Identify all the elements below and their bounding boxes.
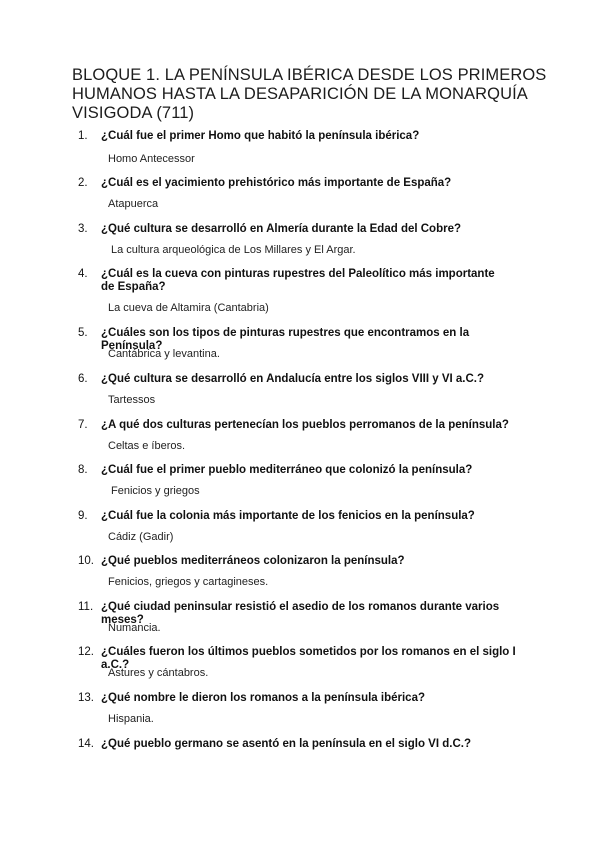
question-text: ¿Cuál es el yacimiento prehistórico más importante de España? (101, 177, 452, 189)
question-text: ¿Cuáles son los tipos de pinturas rupestres que encontramos en la Península? (101, 327, 470, 352)
question-text: ¿Qué cultura se desarrolló en Andalucía entre los siglos VIII y VI a.C.? (101, 373, 485, 385)
answer-text: Tartessos (108, 394, 156, 406)
question-number: 1. (78, 130, 88, 142)
question-number: 7. (78, 419, 88, 431)
answer-text: Celtas e íberos. (108, 440, 186, 452)
document-title: BLOQUE 1. LA PENÍNSULA IBÉRICA DESDE LOS PRIMEROS HUMANOS HASTA LA DESAPARICIÓN DE LA MONARQUÍA VISIGODA (711) (72, 66, 547, 122)
answer-text: Atapuerca (108, 198, 159, 210)
question-text: ¿Cuál fue el primer pueblo mediterráneo que colonizó la península? (101, 464, 473, 476)
question-text: ¿Qué ciudad peninsular resistió el asedio de los romanos durante varios meses? (101, 601, 500, 626)
answer-text: Numancia. (108, 622, 161, 634)
question-number: 5. (78, 327, 88, 339)
answer-text: Cádiz (Gadir) (108, 531, 174, 543)
question-text: ¿Cuál fue la colonia más importante de los fenicios en la península? (101, 510, 475, 522)
question-number: 13. (78, 692, 94, 704)
question-number: 12. (78, 646, 94, 658)
question-text: ¿Cuál es la cueva con pinturas rupestres del Paleolítico más importante de España? (101, 268, 495, 293)
answer-text: Hispania. (108, 713, 154, 725)
question-number: 10. (78, 555, 94, 567)
question-text: ¿Cuáles fueron los últimos pueblos sometidos por los romanos en el siglo I a.C.? (101, 646, 516, 671)
question-text: ¿Qué nombre le dieron los romanos a la península ibérica? (101, 692, 425, 704)
question-text: ¿Qué cultura se desarrolló en Almería durante la Edad del Cobre? (101, 223, 461, 235)
question-number: 9. (78, 510, 88, 522)
answer-text: La cueva de Altamira (Cantabria) (108, 302, 269, 314)
answer-text: Astures y cántabros. (108, 667, 209, 679)
question-text: ¿Qué pueblo germano se asentó en la península en el siglo VI d.C.? (101, 738, 471, 750)
question-number: 6. (78, 373, 88, 385)
question-number: 3. (78, 223, 88, 235)
question-text: ¿Cuál fue el primer Homo que habitó la península ibérica? (101, 130, 420, 142)
question-text: ¿Qué pueblos mediterráneos colonizaron la península? (101, 555, 405, 567)
question-number: 4. (78, 268, 88, 280)
answer-text: Homo Antecessor (108, 153, 195, 165)
answer-text: Fenicios y griegos (111, 485, 200, 497)
question-text: ¿A qué dos culturas pertenecían los pueblos perromanos de la península? (101, 419, 509, 431)
answer-text: Cantábrica y levantina. (108, 348, 220, 360)
question-number: 2. (78, 177, 88, 189)
question-number: 11. (78, 601, 94, 613)
question-number: 14. (78, 738, 94, 750)
question-number: 8. (78, 464, 88, 476)
answer-text: La cultura arqueológica de Los Millares y El Argar. (111, 244, 356, 256)
answer-text: Fenicios, griegos y cartagineses. (108, 576, 269, 588)
